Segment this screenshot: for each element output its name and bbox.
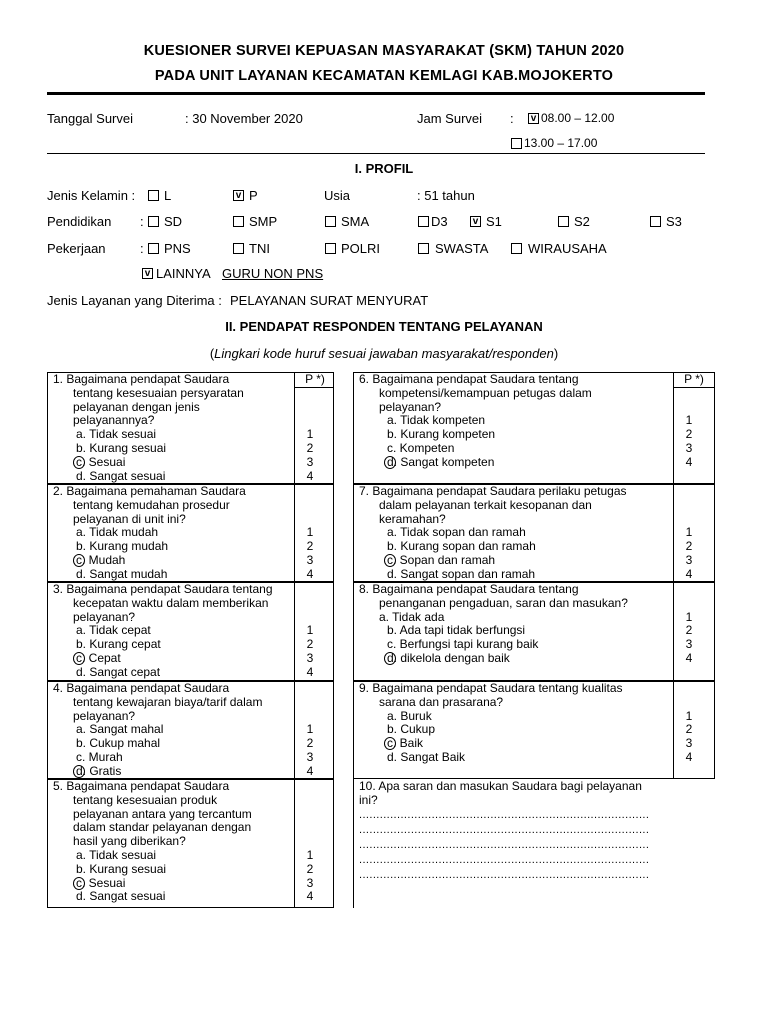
edu-sd-label: SD: [164, 214, 183, 229]
job-pns-label: PNS: [164, 241, 191, 256]
question-text-line: tentang kesesuaian persyaratan: [73, 385, 244, 400]
answer-option: b. Kurang sopan dan ramah: [387, 539, 536, 554]
job-tni-checkbox[interactable]: [233, 243, 244, 254]
answer-code: 3: [306, 750, 314, 764]
question-text-line: kecepatan waktu dalam memberikan: [73, 595, 269, 610]
p-column-header: P *): [305, 372, 325, 386]
job-polri-label: POLRI: [341, 241, 381, 256]
answer-option: a. Tidak sopan dan ramah: [387, 525, 526, 540]
time-option-1: 08.00 – 12.00: [541, 111, 615, 125]
answer-code: 4: [685, 566, 693, 581]
answer-code: 4: [306, 468, 314, 483]
job-lainnya-value: GURU NON PNS: [222, 266, 324, 281]
answer-option: d. Sangat sesuai: [76, 468, 166, 483]
job-swasta-label: SWASTA: [435, 241, 489, 256]
answer-code: 2: [306, 736, 314, 751]
service-label: Jenis Layanan yang Diterima :: [47, 293, 222, 308]
question-text-line: tentang kemudahan prosedur: [73, 497, 230, 512]
answer-code: 3: [306, 454, 314, 469]
answer-option: d. Sangat sopan dan ramah: [387, 566, 536, 581]
answer-code: 2: [306, 441, 314, 455]
answer-code: 1: [685, 413, 693, 428]
time-checkbox-1[interactable]: v: [528, 113, 539, 124]
header-rule: [47, 92, 705, 95]
answer-option: c. Mudah: [76, 553, 126, 567]
question-text-line: 7. Bagaimana pendapat Saudara perilaku petugas: [359, 484, 627, 498]
answer-code: 4: [685, 454, 693, 469]
q10-answer-line-1[interactable]: ....................................................................................: [359, 809, 650, 821]
job-lainnya-label: LAINNYA: [156, 266, 211, 281]
edu-d3-checkbox[interactable]: [418, 216, 429, 227]
age-label: Usia: [324, 188, 351, 203]
answer-option: b. Kurang mudah: [76, 539, 169, 554]
pendapat-instruction: [0, 346, 768, 361]
survey-rule: [47, 153, 705, 154]
answer-code: 4: [685, 750, 693, 764]
answer-code: 3: [685, 553, 693, 567]
answer-code: 2: [685, 427, 693, 442]
q10-answer-line-3[interactable]: ....................................................................................: [359, 839, 650, 851]
edu-d3-label: D3: [431, 214, 448, 229]
question-text-line: sarana dan prasarana?: [379, 694, 504, 709]
gender-p-checkbox[interactable]: v: [233, 190, 244, 201]
title-line-2: PADA UNIT LAYANAN KECAMATAN KEMLAGI KAB.MOJOKERTO: [154, 68, 614, 84]
survey-time-colon: :: [510, 111, 514, 126]
job-polri-checkbox[interactable]: [325, 243, 336, 254]
education-colon: :: [140, 214, 144, 229]
survey-date-label: Tanggal Survei: [47, 111, 133, 126]
p-column-divider: [294, 582, 295, 681]
question-text-line: pelayanannya?: [73, 413, 155, 428]
question-text-line: 1. Bagaimana pendapat Saudara: [53, 372, 230, 386]
answer-code: 3: [685, 637, 693, 652]
answer-code: 1: [306, 722, 314, 737]
question-text-line: pelayanan?: [73, 609, 136, 624]
edu-s1-label: S1: [486, 214, 502, 229]
answer-code: 3: [685, 736, 693, 751]
answer-option: c. Sesuai: [76, 454, 126, 469]
answer-option: d. Sangat kompeten: [387, 454, 495, 469]
answer-option: b. Kurang kompeten: [387, 427, 496, 442]
p-column-divider: [673, 582, 674, 681]
answer-option: d. Sangat mudah: [76, 566, 168, 581]
answer-option: c. Cepat: [76, 651, 121, 665]
answer-option: b. Cukup mahal: [76, 736, 161, 751]
profil-heading: I. PROFIL: [354, 161, 414, 176]
gender-label: Jenis Kelamin :: [47, 188, 136, 203]
question-text-line: penanganan pengaduan, saran dan masukan?: [379, 595, 628, 610]
job-tni-label: TNI: [249, 241, 270, 256]
answer-option: b. Ada tapi tidak berfungsi: [387, 623, 526, 638]
answer-option: a. Sangat mahal: [76, 722, 164, 737]
p-column-divider: [294, 681, 295, 779]
question-text-line: 3. Bagaimana pendapat Saudara tentang: [53, 582, 273, 596]
survey-time-label: Jam Survei: [417, 111, 483, 126]
p-column-divider: [673, 372, 674, 484]
title-line-1: KUESIONER SURVEI KEPUASAN MASYARAKAT (SKM) TAHUN 2020: [143, 43, 625, 59]
answer-code: 1: [306, 525, 314, 540]
answer-option: a. Tidak sesuai: [76, 427, 157, 442]
edu-smp-label: SMP: [249, 214, 278, 229]
edu-sma-checkbox[interactable]: [325, 216, 336, 227]
job-lainnya-checkbox[interactable]: v: [142, 268, 153, 279]
instruction-text: Lingkari kode huruf sesuai jawaban masyarakat/responden: [214, 346, 554, 361]
answer-code: 2: [306, 637, 314, 652]
answer-code: 2: [685, 623, 693, 638]
selected-answer-circle[interactable]: [73, 456, 85, 469]
question-text-line: kompetensi/kemampuan petugas dalam: [379, 385, 592, 400]
answer-option: d. Sangat Baik: [387, 750, 466, 764]
answer-code: 2: [685, 539, 693, 554]
education-label: Pendidikan: [47, 214, 112, 229]
answer-code: 3: [306, 553, 314, 567]
q10-answer-line-4[interactable]: ....................................................................................: [359, 854, 650, 866]
question-text-line: pelayanan di unit ini?: [73, 511, 186, 526]
selected-answer-circle[interactable]: [384, 456, 396, 469]
answer-option: d. dikelola dengan baik: [387, 651, 510, 665]
answer-option: c. Berfungsi tapi kurang baik: [387, 637, 539, 652]
question-text-line: pelayanan?: [73, 708, 136, 723]
survey-date-value: : 30 November 2020: [185, 111, 303, 126]
answer-code: 4: [685, 651, 693, 665]
question-text-line: pelayanan dengan jenis: [73, 399, 200, 414]
answer-code: 2: [685, 722, 693, 737]
edu-sd-checkbox[interactable]: [148, 216, 159, 227]
question-text-line: dalam standar pelayanan dengan: [73, 820, 252, 835]
question-text-line: dalam pelayanan terkait kesopanan dan: [379, 497, 592, 512]
answer-option: d. Sangat sesuai: [76, 889, 166, 904]
answer-option: a. Tidak kompeten: [387, 413, 486, 428]
time-option-2: 13.00 – 17.00: [524, 136, 598, 150]
answer-option: d. Sangat cepat: [76, 664, 161, 679]
job-wirausaha-label: WIRAUSAHA: [528, 241, 607, 256]
q10-question-line-2: ini?: [359, 793, 378, 807]
answer-code: 3: [306, 651, 314, 665]
question-text-line: pelayanan?: [379, 399, 442, 414]
instruction-open-paren: (: [209, 346, 215, 361]
answer-code: 1: [685, 525, 693, 540]
answer-option: c. Murah: [76, 750, 123, 764]
q10-question-line-1: 10. Apa saran dan masukan Saudara bagi pelayanan: [359, 779, 642, 793]
answer-option: b. Kurang sesuai: [76, 861, 167, 876]
answer-code: 1: [306, 623, 314, 638]
question-text-line: 2. Bagaimana pemahaman Saudara: [53, 484, 246, 498]
answer-code: 1: [306, 427, 314, 442]
p-header-rule: [673, 387, 715, 388]
answer-code: 4: [306, 664, 314, 679]
edu-sma-label: SMA: [341, 214, 370, 229]
question-text-line: 5. Bagaimana pendapat Saudara: [53, 779, 230, 793]
answer-code: 4: [306, 889, 314, 904]
answer-option: d. Gratis: [76, 763, 122, 778]
selected-answer-circle[interactable]: [73, 877, 85, 890]
q10-answer-line-5[interactable]: ....................................................................................: [359, 869, 650, 881]
answer-code: 1: [685, 708, 693, 723]
gender-l-checkbox[interactable]: [148, 190, 159, 201]
p-column-divider: [673, 681, 674, 779]
job-label: Pekerjaan: [47, 241, 106, 256]
question-text-line: 8. Bagaimana pendapat Saudara tentang: [359, 582, 579, 596]
answer-code: 3: [685, 441, 693, 455]
gender-l-label: L: [164, 188, 172, 203]
answer-option: b. Kurang sesuai: [76, 441, 167, 455]
answer-option: a. Tidak mudah: [76, 525, 159, 540]
answer-option: b. Cukup: [387, 722, 436, 737]
answer-option: a. Tidak sesuai: [76, 848, 157, 862]
selected-answer-circle[interactable]: [384, 652, 396, 665]
edu-s1-checkbox[interactable]: v: [470, 216, 481, 227]
p-column-header: P *): [684, 372, 704, 386]
question-text-line: 6. Bagaimana pendapat Saudara tentang: [359, 372, 579, 386]
edu-smp-checkbox[interactable]: [233, 216, 244, 227]
edu-s3-checkbox[interactable]: [650, 216, 661, 227]
answer-option: b. Kurang cepat: [76, 637, 161, 652]
question-text-line: tentang kewajaran biaya/tarif dalam: [73, 694, 263, 709]
answer-code: 2: [306, 861, 314, 876]
answer-option: c. Kompeten: [387, 441, 455, 455]
instruction-close-paren: ): [553, 346, 559, 361]
question-text-line: keramahan?: [379, 511, 446, 526]
answer-code: 4: [306, 763, 314, 778]
edu-s3-label: S3: [666, 214, 682, 229]
answer-option: c. Baik: [387, 736, 424, 751]
pendapat-heading: II. PENDAPAT RESPONDEN TENTANG PELAYANAN: [225, 319, 543, 334]
question-text-line: a. Tidak ada: [379, 609, 445, 624]
answer-code: 2: [306, 539, 314, 554]
time-checkbox-2[interactable]: [511, 138, 522, 149]
p-column-divider: [673, 484, 674, 582]
selected-answer-circle[interactable]: [384, 554, 396, 567]
edu-s2-checkbox[interactable]: [558, 216, 569, 227]
age-value: : 51 tahun: [417, 188, 475, 203]
job-colon: :: [140, 241, 144, 256]
question-text-line: hasil yang diberikan?: [73, 834, 186, 849]
answer-option: c. Sopan dan ramah: [387, 553, 496, 567]
gender-p-label: P: [249, 188, 258, 203]
answer-option: c. Sesuai: [76, 875, 126, 890]
job-pns-checkbox[interactable]: [148, 243, 159, 254]
q10-answer-line-2[interactable]: ....................................................................................: [359, 824, 650, 836]
selected-answer-circle[interactable]: [73, 554, 85, 567]
answer-option: a. Buruk: [387, 708, 432, 723]
question-text-line: pelayanan antara yang tercantum: [73, 806, 252, 821]
answer-code: 3: [306, 875, 314, 890]
selected-answer-circle[interactable]: [73, 765, 85, 778]
p-column-divider: [294, 779, 295, 908]
service-value: PELAYANAN SURAT MENYURAT: [230, 293, 429, 308]
job-wirausaha-checkbox[interactable]: [511, 243, 522, 254]
p-column-divider: [294, 484, 295, 582]
job-swasta-checkbox[interactable]: [418, 243, 429, 254]
question-text-line: 4. Bagaimana pendapat Saudara: [53, 681, 230, 695]
p-column-divider: [294, 372, 295, 484]
selected-answer-circle[interactable]: [73, 652, 85, 665]
p-header-rule: [294, 387, 334, 388]
answer-code: 1: [685, 609, 693, 624]
answer-code: 1: [306, 848, 314, 862]
answer-code: 4: [306, 566, 314, 581]
edu-s2-label: S2: [574, 214, 590, 229]
question-text-line: tentang kesesuaian produk: [73, 792, 218, 807]
answer-option: a. Tidak cepat: [76, 623, 151, 638]
question-text-line: 9. Bagaimana pendapat Saudara tentang kualitas: [359, 681, 623, 695]
